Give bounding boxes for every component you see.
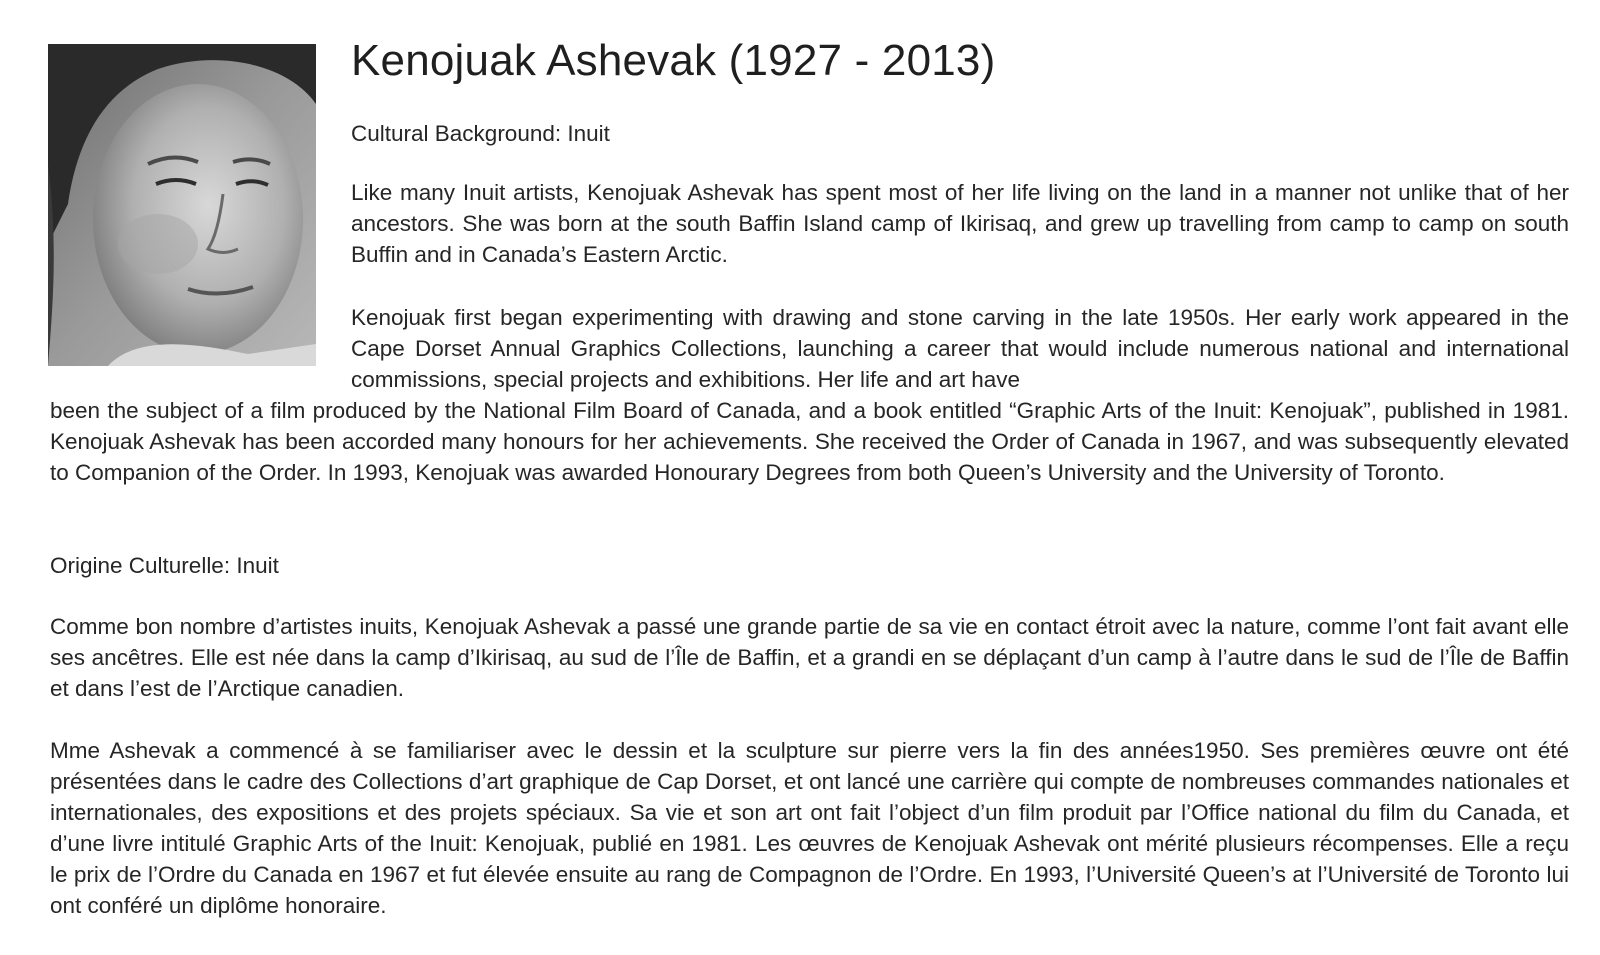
- english-paragraph-2-start: Kenojuak first began experimenting with drawing and stone carving in the late 1950s. Her early work appeared in the Cape Dorset Annual Graphics Collections, launching a career that would include numerous national and international commissions, special projects and exhibitions. Her life and art have: [351, 305, 1569, 392]
- cultural-background-label: Cultural Background: Inuit: [351, 121, 610, 146]
- english-paragraph-2-continued: been the subject of a film produced by the National Film Board of Canada, and a book entitled “Graphic Arts of the Inuit: Kenojuak”, published in 1981. Kenojuak Ashevak has been accorded many honours for her achievements. She received the Order of Canada in 1967, and was subsequently elevated to Companion of the Order. In 1993, Kenojuak was awarded Honourary Degrees from both Queen’s University and the University of Toronto.: [50, 398, 1569, 485]
- origine-culturelle-label: Origine Culturelle: Inuit: [50, 553, 279, 578]
- page-title: Kenojuak Ashevak (1927 - 2013): [351, 36, 996, 85]
- english-paragraph-1: Like many Inuit artists, Kenojuak Ashevak has spent most of her life living on the land in a manner not unlike that of her ancestors. She was born at the south Baffin Island camp of Ikirisaq, and grew up travelling from camp to camp on south Buffin and in Canada’s Eastern Arctic.: [351, 180, 1569, 267]
- portrait-image: [48, 44, 316, 366]
- french-paragraph-2: Mme Ashevak a commencé à se familiariser avec le dessin et la sculpture sur pierre vers la fin des années1950. Ses premières œuvre ont été présentées dans le cadre des Collections d’art graphique de Cap Dorset, et ont lancé une carrière qui compte de nombreuses commandes nationales et internationales, des expositions et des projets spéciaux. Sa vie et son art ont fait l’object d’un film produit par l’Office national du film du Canada, et d’une livre intitulé Graphic Arts of the Inuit: Kenojuak, publié en 1981. Les œuvres de Kenojuak Ashevak ont mérité plusieurs récompenses. Elle a reçu le prix de l’Ordre du Canada en 1967 et fut élevée ensuite au rang de Compagnon de l’Ordre. En 1993, l’Université Queen’s at l’Université de Toronto lui ont conféré un diplôme honoraire.: [50, 738, 1569, 918]
- portrait-photo: [48, 44, 316, 366]
- french-paragraph-1: Comme bon nombre d’artistes inuits, Kenojuak Ashevak a passé une grande partie de sa vie en contact étroit avec la nature, comme l’ont fait avant elle ses ancêtres. Elle est née dans la camp d’Ikirisaq, au sud de l’Île de Baffin, et a grandi en se déplaçant d’un camp à l’autre dans le sud de l’Île de Baffin et dans l’est de l’Arctique canadien.: [50, 614, 1569, 701]
